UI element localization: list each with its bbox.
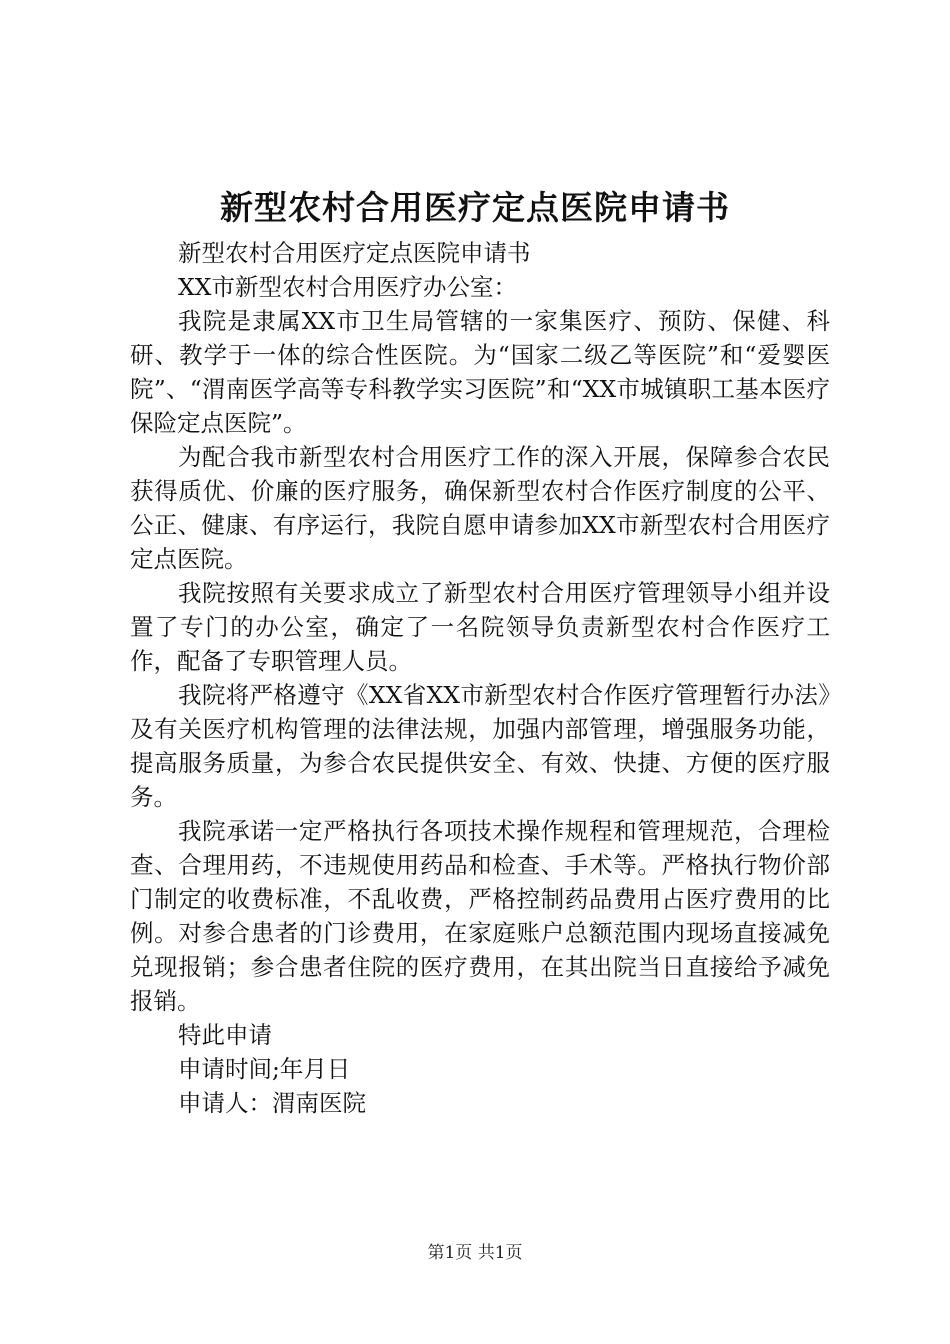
paragraph-heading: 新型农村合用医疗定点医院申请书: [178, 239, 531, 267]
paragraph-application-date: 申请时间;年月日: [178, 1055, 351, 1083]
document-title: 新型农村合用医疗定点医院申请书: [220, 188, 730, 227]
paragraph-introduction: 我院是隶属XX市卫生局管辖的一家集医疗、预防、保健、科研、教学于一体的综合性医院。为“国家二级乙等医院”和“爱婴医院”、“渭南医学高等专科教学实习医院”和“XX市城镇职工基本医疗保险定点医院”。: [130, 307, 830, 437]
paragraph-commitment: 我院承诺一定严格执行各项技术操作规程和管理规范，合理检查、合理用药，不违规使用药品和检查、手术等。严格执行物价部门制定的收费标准，不乱收费，严格控制药品费用占医疗费用的比例。对参合患者的门诊费用，在家庭账户总额范围内现场直接减免兑现报销；参合患者住院的医疗费用，在其出院当日直接给予减免报销。: [130, 817, 830, 1015]
paragraph-purpose: 为配合我市新型农村合用医疗工作的深入开展，保障参合农民获得质优、价廉的医疗服务，确保新型农村合作医疗制度的公平、公正、健康、有序运行，我院自愿申请参加XX市新型农村合用医疗定点医院。: [130, 443, 830, 573]
paragraph-organization: 我院按照有关要求成立了新型农村合用医疗管理领导小组并设置了专门的办公室，确定了一名院领导负责新型农村合作医疗工作，配备了专职管理人员。: [130, 579, 830, 675]
page-footer: 第1页 共1页: [427, 1243, 523, 1263]
paragraph-compliance: 我院将严格遵守《XX省XX市新型农村合作医疗管理暂行办法》及有关医疗机构管理的法律法规，加强内部管理，增强服务功能，提高服务质量，为参合农民提供安全、有效、快捷、方便的医疗服务。: [130, 681, 830, 811]
document-body: [130, 236, 830, 1120]
paragraph-closing: 特此申请: [178, 1021, 272, 1049]
paragraph-addressee: XX市新型农村合用医疗办公室：: [178, 273, 517, 301]
paragraph-applicant: 申请人：渭南医院: [178, 1089, 366, 1117]
